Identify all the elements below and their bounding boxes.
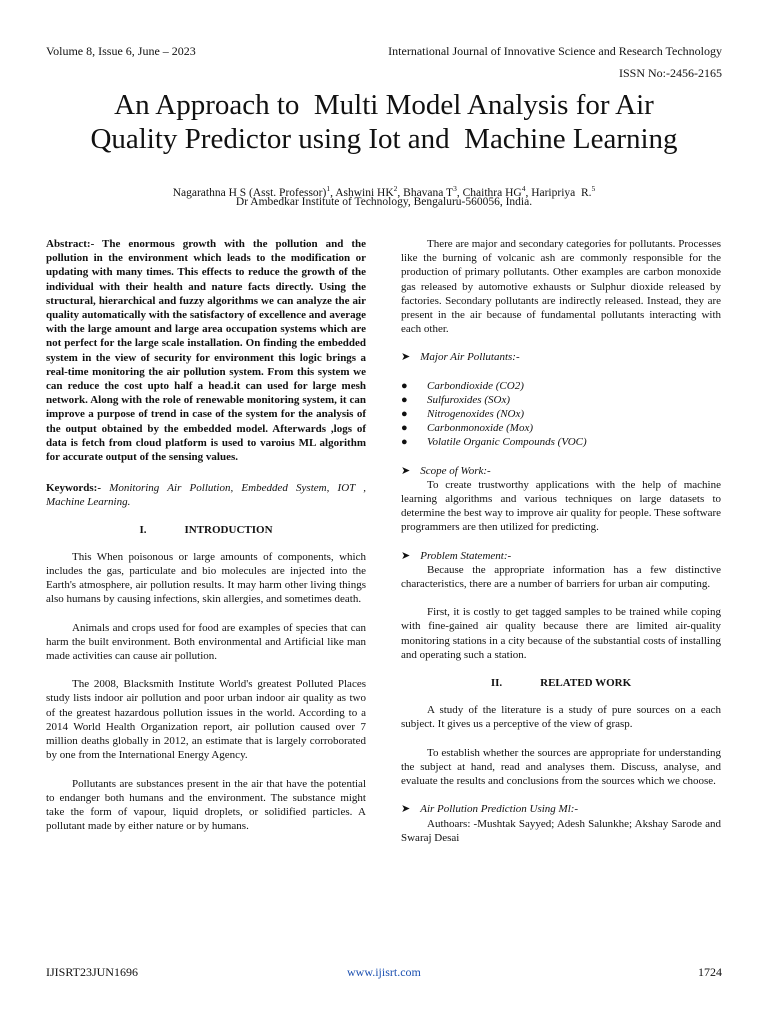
scope-paragraph: To create trustworthy applications with the help of machine learning algorithms and various techniques on large datasets to determine the best way to improve air quality for people. These software programmers are then utilized for predicting. [401,478,721,534]
keywords [46,481,366,509]
author-3: , Bhavana T [397,186,454,199]
bullet-icon: ● [401,393,408,406]
scope-title: Scope of Work:- [420,464,491,477]
related-paragraph-1: A study of the literature is a study of pure sources on a each subject. It gives us a perceptive of the view of grasp. [401,704,721,731]
list-item [401,393,721,407]
keywords-text: Monitoring Air Pollution, Embedded System, IOT , Machine Learning. [46,482,366,509]
list-item [401,407,721,421]
related-paragraph-2: To establish whether the sources are appropriate for understanding the subject at hand, read and analyses them. Discuss, analyse, and evaluate the results and conclusions from the sources which we choose. [401,746,721,788]
section-heading-related-work [401,676,721,690]
author-5: , Haripriya R. [525,186,592,199]
abstract: Abstract:- The enormous growth with the pollution and the pollution in the environment which leads to the modification or updating with many times. This effects to reduce the growth of the individual with their health and nature facts directly. Using the structural, hierarchical and fuzzy algorithms we can analyze the air quality automatically with the satisfactory of excellence and average with the large amount and large area occupation systems which are not perfect for the large scale installation. On finding the embedded system in the view of security for environment this logic brings a real-time monitoring the air pollution system. From this system we can reduce the cost upto half a head.it can used for large mesh network. Along with the role of renewable monitoring system, it can improve a purpose of trend in case of the system for the analysis of the output obtained by the embedded model. Afterwards ,logs of data is fetch from cloud platform is used to varoius ML algorithm for accurate output of the sensing values. [46,238,366,464]
arrow-icon: ➤ [401,549,411,562]
author-4: , Chaithra HG [456,186,522,199]
scope-heading [401,464,721,478]
page-number: 1724 [698,965,722,979]
volume-issue: Volume 8, Issue 6, June – 2023 [46,44,196,58]
intro-paragraph-3: The 2008, Blacksmith Institute World's greatest Polluted Places study lists indoor air pollution and poor urban indoor air quality as two of the greatest hazardous pollution issues in the world. According to a 2014 World Health Organization report, air pollution caused over 7 million deaths globally in 2012, an estimate that is largely corroborated by one from the International Energy Agency. [46,678,366,762]
author-1-sup: 1 [326,184,331,193]
list-item [401,379,721,393]
section-number: II. [490,677,503,690]
journal-name: International Journal of Innovative Science and Research Technology [388,44,722,58]
list-item-text: Nitrogenoxides (NOx) [427,408,525,421]
paper-title [30,88,738,156]
paper-id: IJISRT23JUN1696 [46,965,138,979]
issn: ISSN No:-2456-2165 [618,66,722,80]
left-column [46,237,366,847]
author-3-sup: 3 [453,184,457,193]
title-line-2: Quality Predictor using Iot and Machine Learning [90,123,678,155]
bullet-icon: ● [401,408,408,421]
author-1: Nagarathna H S (Asst. Professor) [172,186,327,199]
list-item-text: Sulfuroxides (SOx) [427,393,510,406]
problem-heading [401,549,721,563]
list-item [401,435,721,449]
section-title: INTRODUCTION [184,523,273,536]
pollutant-list [401,379,721,450]
list-item-text: Carbonmonoxide (Mox) [427,422,534,435]
list-item-text: Volatile Organic Compounds (VOC) [427,436,587,449]
problem-title: Problem Statement:- [420,549,512,562]
author-4-sup: 4 [521,184,526,193]
bullet-icon: ● [401,422,408,435]
aip-title: Air Pollution Prediction Using Ml:- [420,803,579,816]
author-2: , Ashwini HK [330,186,394,199]
arrow-icon: ➤ [401,351,411,364]
intro-paragraph-1: This When poisonous or large amounts of components, which includes the gas, particulate and bio molecules are injected into the Earth's atmosphere, air pollution results. It may harm other living things also humans by causing infections, skin allergies, and sometimes death. [46,550,366,606]
list-item [401,421,721,435]
aip-authors: Authoars: -Mushtak Sayyed; Adesh Salunkhe; Akshay Sarode and Swaraj Desai [401,817,721,844]
title-line-1: An Approach to Multi Model Analysis for Air [114,89,654,121]
section-heading-introduction [46,523,366,537]
journal-url[interactable]: www.ijisrt.com [347,965,421,979]
keywords-label: Keywords:- [46,482,101,495]
bullet-icon: ● [401,436,408,449]
intro-paragraph-4: Pollutants are substances present in the air that have the potential to endanger both humans and the environment. The substance might take the form of vapour, liquid droplets, or solidified particles. A pollutant made by either nature or by humans. [46,777,366,833]
arrow-icon: ➤ [401,803,411,816]
affiliation: Dr Ambedkar Institute of Technology, Bengaluru-560056, India. [235,196,533,208]
pollutant-categories-paragraph: There are major and secondary categories for pollutants. Processes like the burning of volcanic ash are commonly responsible for the production of primary pollutants. Other examples are carbon monoxide gas released by automotive exhausts or Sulphur dioxide released by factories. Secondary pollutants are indirectly released. Instead, they are present in the air because of fundamental pollutants interacting with each other. [401,238,721,336]
list-item-text: Carbondioxide (CO2) [427,379,524,392]
author-5-sup: 5 [591,184,596,193]
bullet-icon: ● [401,379,408,392]
major-pollutants-title: Major Air Pollutants:- [420,351,520,364]
section-title: RELATED WORK [540,677,632,690]
arrow-icon: ➤ [401,464,411,477]
aip-heading [401,802,721,816]
intro-paragraph-2: Animals and crops used for food are examples of species that can harm the built environment. Both environmental and Artificial like man made activities can cause air pollution. [46,621,366,663]
major-pollutants-heading [401,350,721,364]
right-column [401,237,721,859]
problem-paragraph-2: First, it is costly to get tagged samples to be trained while coping with fine-gained air quality because there are limited air-quality monitoring stations in a city because of the substantial costs of installing and operating such a station. [401,606,721,661]
section-number: I. [139,523,147,536]
problem-paragraph: Because the appropriate information has a few distinctive characteristics, there are a number of barriers for urban air computing. [401,563,721,591]
author-2-sup: 2 [393,184,398,193]
